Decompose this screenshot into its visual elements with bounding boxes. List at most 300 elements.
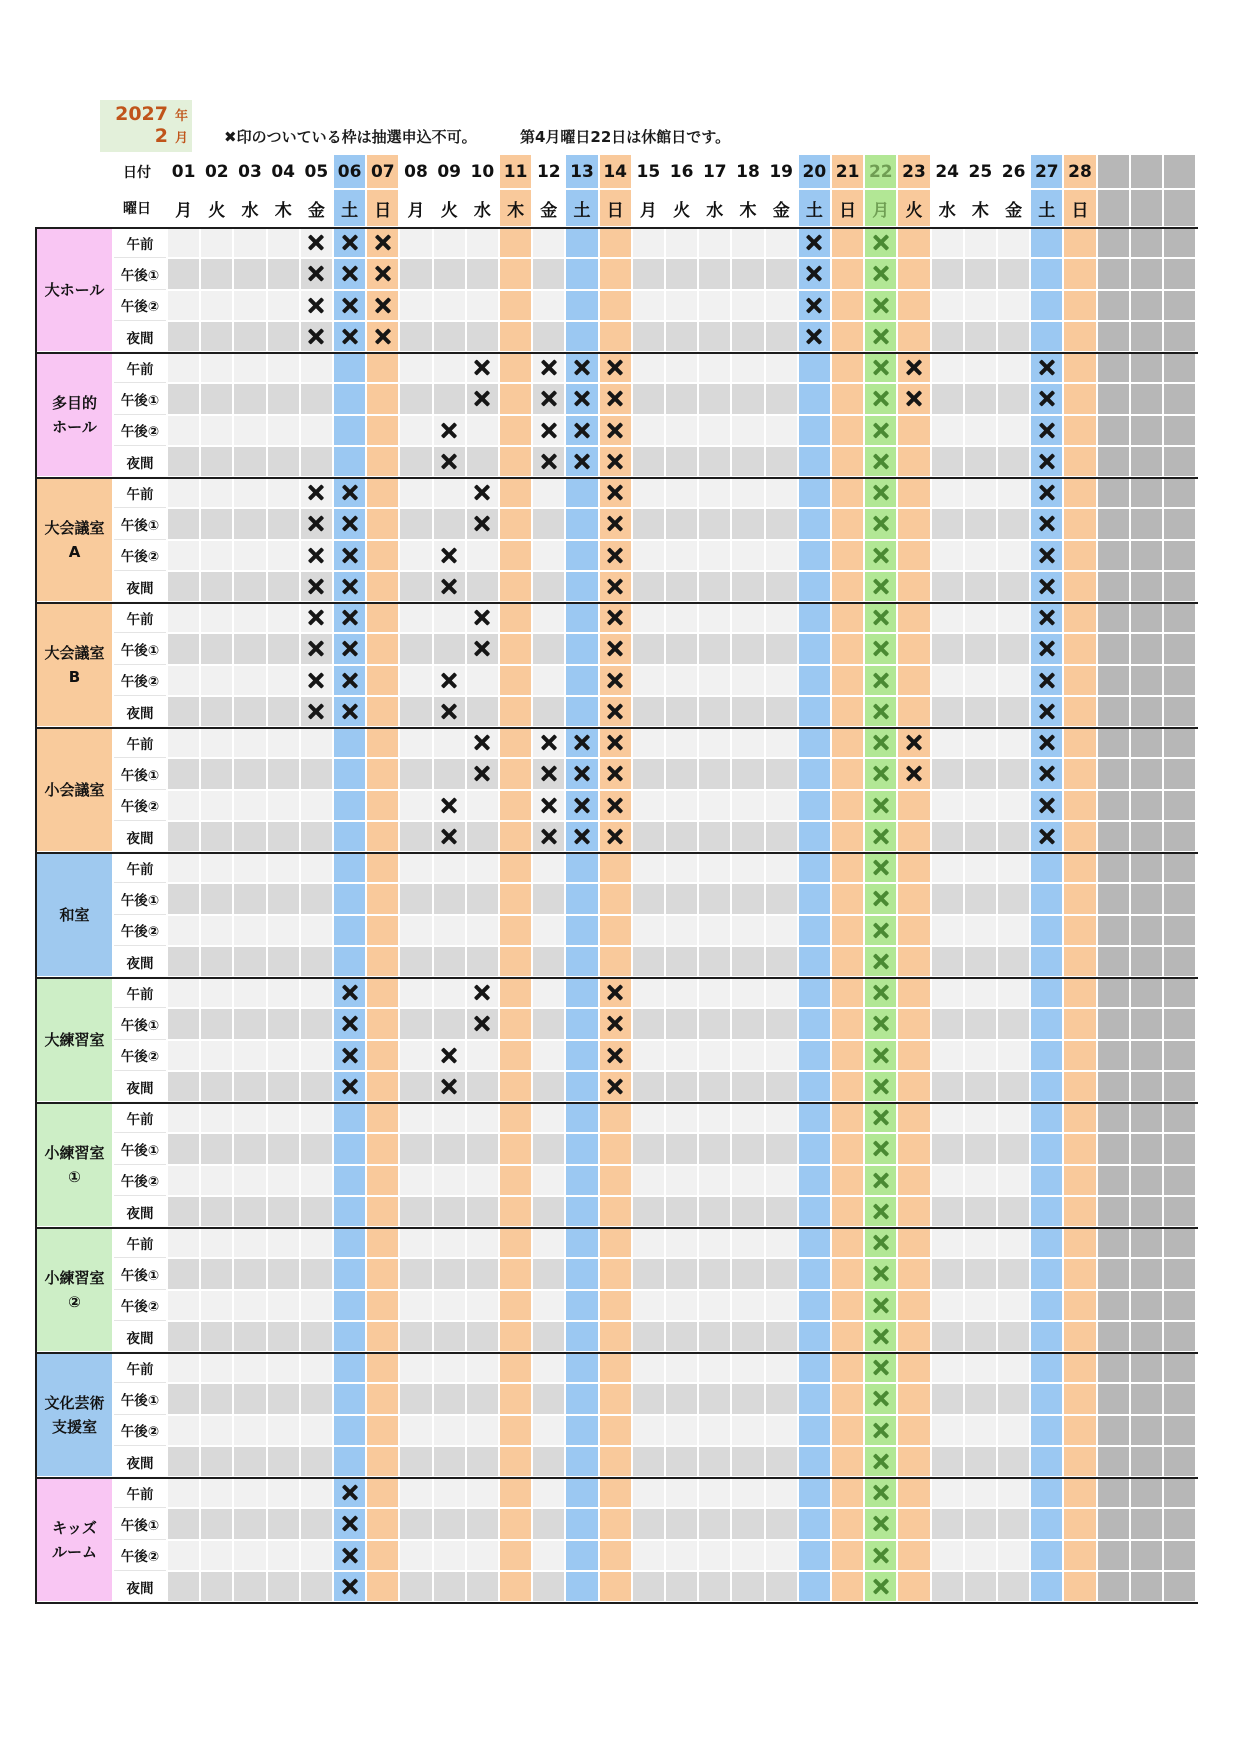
availability-cell (168, 384, 199, 413)
availability-cell (732, 1228, 763, 1257)
date-header-cell: 17 (699, 155, 730, 188)
month-row (100, 126, 188, 148)
availability-cell (334, 1416, 365, 1445)
availability-cell (367, 916, 398, 945)
availability-cell (367, 1103, 398, 1132)
availability-cell (268, 509, 299, 538)
x-mark-icon (1038, 702, 1056, 721)
availability-cell (234, 259, 265, 288)
date-header-cell: 25 (965, 155, 996, 188)
availability-cell (168, 1353, 199, 1382)
availability-cell (799, 697, 830, 726)
availability-cell (301, 1478, 332, 1507)
availability-cell (400, 1009, 431, 1038)
weekday-header-cell: 月 (865, 190, 896, 226)
availability-cell (168, 822, 199, 851)
availability-cell (1064, 1447, 1095, 1476)
availability-cell (666, 478, 697, 507)
availability-cell (965, 478, 996, 507)
availability-cell (1131, 822, 1162, 851)
availability-cell (666, 853, 697, 882)
availability-cell (566, 666, 597, 695)
availability-cell (334, 884, 365, 913)
availability-cell (732, 384, 763, 413)
x-mark-icon (307, 546, 325, 565)
availability-cell (268, 1384, 299, 1413)
availability-cell (367, 978, 398, 1007)
weekday-header-cell (1131, 190, 1162, 226)
availability-cell (1031, 1353, 1062, 1382)
year-row (100, 104, 188, 126)
availability-cell (965, 509, 996, 538)
availability-cell (467, 447, 498, 476)
availability-cell (766, 697, 797, 726)
weekday-header-cell: 火 (666, 190, 697, 226)
slot-label: 午後① (114, 1384, 166, 1414)
x-mark-icon (606, 546, 624, 565)
availability-cell (799, 791, 830, 820)
availability-cell (367, 666, 398, 695)
availability-cell (400, 1353, 431, 1382)
closed-day-note: 第4月曜日22日は休館日です。 (520, 128, 731, 146)
room-label (37, 1104, 112, 1226)
availability-cell (1098, 1103, 1129, 1132)
availability-cell (467, 541, 498, 570)
availability-cell (467, 322, 498, 351)
availability-cell (268, 697, 299, 726)
availability-cell (1064, 416, 1095, 445)
availability-cell (334, 1197, 365, 1226)
availability-cell (965, 1447, 996, 1476)
availability-cell (1098, 1509, 1129, 1538)
availability-cell (699, 947, 730, 976)
availability-cell (533, 666, 564, 695)
availability-cell (234, 947, 265, 976)
availability-cell (1064, 916, 1095, 945)
availability-cell (998, 1322, 1029, 1351)
closed-x-mark-icon (872, 889, 890, 908)
availability-cell (234, 1478, 265, 1507)
availability-cell (301, 1416, 332, 1445)
x-mark-icon (805, 233, 823, 252)
availability-cell (566, 1541, 597, 1570)
room-label-line: 小練習室 (44, 1269, 105, 1287)
availability-cell (932, 1072, 963, 1101)
x-mark-icon (606, 983, 624, 1002)
date-header-cell: 21 (832, 155, 863, 188)
x-mark-icon (573, 827, 591, 846)
availability-cell (965, 1291, 996, 1320)
availability-cell (1031, 1197, 1062, 1226)
x-mark-icon (341, 1046, 359, 1065)
availability-cell (201, 541, 232, 570)
date-header-cell (1098, 155, 1129, 188)
availability-cell (633, 947, 664, 976)
availability-cell (500, 1166, 531, 1195)
availability-cell (732, 1291, 763, 1320)
availability-cell (1098, 947, 1129, 976)
availability-cell (168, 1228, 199, 1257)
availability-cell (932, 728, 963, 757)
availability-cell (666, 603, 697, 632)
availability-cell (168, 228, 199, 257)
availability-cell (633, 1416, 664, 1445)
availability-cell (533, 1541, 564, 1570)
availability-cell (600, 947, 631, 976)
availability-cell (766, 1228, 797, 1257)
availability-cell (832, 1541, 863, 1570)
availability-cell (334, 1322, 365, 1351)
availability-cell (998, 697, 1029, 726)
availability-cell (766, 1259, 797, 1288)
availability-cell (1064, 1103, 1095, 1132)
availability-cell (633, 978, 664, 1007)
availability-cell (400, 822, 431, 851)
availability-cell (732, 947, 763, 976)
availability-cell (832, 1103, 863, 1132)
availability-cell (699, 1541, 730, 1570)
availability-cell (1131, 1072, 1162, 1101)
room-label-line: ② (68, 1293, 81, 1311)
availability-cell (998, 228, 1029, 257)
availability-cell (1131, 1009, 1162, 1038)
availability-cell (234, 1103, 265, 1132)
availability-cell (998, 822, 1029, 851)
availability-cell (898, 1416, 929, 1445)
availability-cell (467, 1322, 498, 1351)
x-mark-icon (905, 389, 923, 408)
date-header-cell: 09 (434, 155, 465, 188)
availability-cell (533, 1353, 564, 1382)
availability-cell (666, 1541, 697, 1570)
x-mark-icon (606, 608, 624, 627)
availability-cell (799, 1166, 830, 1195)
availability-cell (998, 1134, 1029, 1163)
availability-cell (201, 822, 232, 851)
availability-cell (699, 1572, 730, 1601)
availability-cell (434, 259, 465, 288)
availability-cell (367, 1197, 398, 1226)
availability-cell (168, 1541, 199, 1570)
closed-x-mark-icon (872, 671, 890, 690)
availability-cell (500, 697, 531, 726)
availability-cell (234, 1447, 265, 1476)
room-label-line: 多目的 (51, 394, 97, 412)
availability-cell (334, 916, 365, 945)
availability-cell (633, 1166, 664, 1195)
room-label (37, 979, 112, 1101)
x-mark-icon (341, 264, 359, 283)
availability-cell (633, 1447, 664, 1476)
availability-cell (434, 853, 465, 882)
x-mark-icon (1038, 358, 1056, 377)
availability-cell (168, 759, 199, 788)
slot-label: 午後① (114, 1134, 166, 1164)
availability-cell (1031, 1134, 1062, 1163)
availability-cell (898, 1478, 929, 1507)
x-mark-icon (1038, 764, 1056, 783)
availability-cell (965, 1259, 996, 1288)
x-mark-icon (606, 358, 624, 377)
availability-cell (766, 572, 797, 601)
availability-cell (633, 603, 664, 632)
availability-cell (998, 884, 1029, 913)
availability-cell (932, 1197, 963, 1226)
availability-cell (500, 603, 531, 632)
x-mark-icon (573, 796, 591, 815)
availability-cell (1064, 1291, 1095, 1320)
availability-cell (234, 353, 265, 382)
room-label-line: 支援室 (51, 1418, 97, 1436)
availability-cell (1131, 1291, 1162, 1320)
room-label-line: 小練習室 (44, 1144, 105, 1162)
weekday-header-cell: 木 (965, 190, 996, 226)
year-unit: 年 (174, 109, 188, 125)
availability-cell (168, 1322, 199, 1351)
slot-label: 午前 (114, 228, 166, 258)
availability-cell (766, 728, 797, 757)
slot-label: 夜間 (114, 947, 166, 977)
x-mark-icon (341, 1546, 359, 1565)
block-border-line (35, 227, 1198, 229)
availability-cell (633, 1259, 664, 1288)
availability-cell (234, 1416, 265, 1445)
availability-cell (334, 791, 365, 820)
availability-cell (301, 1322, 332, 1351)
x-mark-icon (805, 327, 823, 346)
weekday-header-cell: 火 (201, 190, 232, 226)
slot-label: 午後② (114, 1166, 166, 1196)
availability-cell (898, 416, 929, 445)
availability-cell (1164, 1197, 1195, 1226)
availability-cell (799, 978, 830, 1007)
availability-cell (832, 853, 863, 882)
availability-cell (1031, 1259, 1062, 1288)
block-border-line (35, 1477, 1198, 1479)
availability-cell (1131, 916, 1162, 945)
availability-cell (400, 259, 431, 288)
availability-cell (965, 822, 996, 851)
availability-cell (500, 666, 531, 695)
availability-cell (1131, 1541, 1162, 1570)
availability-cell (434, 1384, 465, 1413)
availability-cell (1098, 1009, 1129, 1038)
availability-cell (168, 1041, 199, 1070)
availability-cell (500, 1291, 531, 1320)
availability-cell (234, 1072, 265, 1101)
availability-cell (467, 791, 498, 820)
weekday-header-cell: 木 (268, 190, 299, 226)
x-mark-icon (540, 358, 558, 377)
availability-cell (766, 1572, 797, 1601)
date-header-cell (1164, 155, 1195, 188)
availability-cell (932, 509, 963, 538)
availability-cell (168, 353, 199, 382)
availability-cell (1098, 916, 1129, 945)
date-header-cell: 05 (301, 155, 332, 188)
availability-cell (799, 1291, 830, 1320)
availability-cell (699, 1509, 730, 1538)
x-mark-icon (341, 671, 359, 690)
availability-cell (799, 1478, 830, 1507)
availability-cell (965, 978, 996, 1007)
availability-cell (1098, 1072, 1129, 1101)
availability-cell (168, 1572, 199, 1601)
availability-cell (201, 728, 232, 757)
x-mark-icon (307, 639, 325, 658)
x-mark-icon (341, 983, 359, 1002)
availability-cell (201, 416, 232, 445)
availability-cell (1098, 228, 1129, 257)
availability-cell (1064, 666, 1095, 695)
availability-cell (1131, 1384, 1162, 1413)
availability-cell (832, 791, 863, 820)
availability-cell (533, 1478, 564, 1507)
availability-cell (1064, 291, 1095, 320)
availability-cell (898, 541, 929, 570)
availability-cell (500, 1322, 531, 1351)
availability-cell (500, 791, 531, 820)
availability-cell (1131, 1416, 1162, 1445)
availability-cell (533, 1103, 564, 1132)
availability-cell (201, 509, 232, 538)
x-mark-icon (1038, 827, 1056, 846)
availability-cell (965, 728, 996, 757)
availability-cell (666, 1353, 697, 1382)
x-mark-icon (606, 389, 624, 408)
x-mark-icon (606, 514, 624, 533)
x-mark-icon (307, 483, 325, 502)
x-mark-icon (473, 514, 491, 533)
closed-x-mark-icon (872, 577, 890, 596)
availability-cell (467, 1572, 498, 1601)
availability-cell (1064, 759, 1095, 788)
availability-cell (898, 572, 929, 601)
x-mark-icon (540, 389, 558, 408)
availability-cell (467, 1353, 498, 1382)
availability-cell (500, 1353, 531, 1382)
availability-cell (533, 1072, 564, 1101)
availability-cell (168, 1072, 199, 1101)
availability-cell (467, 1416, 498, 1445)
availability-cell (766, 353, 797, 382)
availability-cell (1164, 1291, 1195, 1320)
availability-cell (1131, 259, 1162, 288)
availability-cell (533, 1322, 564, 1351)
x-mark-icon (307, 296, 325, 315)
availability-cell (1064, 603, 1095, 632)
room-label-line: 大練習室 (44, 1031, 105, 1049)
availability-cell (1131, 1103, 1162, 1132)
availability-cell (533, 228, 564, 257)
availability-cell (367, 541, 398, 570)
availability-cell (1031, 1541, 1062, 1570)
availability-cell (799, 1416, 830, 1445)
availability-cell (334, 759, 365, 788)
closed-x-mark-icon (872, 1233, 890, 1252)
slot-label: 夜間 (114, 572, 166, 602)
closed-x-mark-icon (872, 1264, 890, 1283)
availability-cell (600, 1384, 631, 1413)
availability-cell (1131, 728, 1162, 757)
availability-cell (932, 697, 963, 726)
availability-cell (633, 916, 664, 945)
weekday-header-cell: 日 (1064, 190, 1095, 226)
weekday-header-cell: 木 (500, 190, 531, 226)
closed-x-mark-icon (872, 452, 890, 471)
availability-cell (998, 916, 1029, 945)
availability-cell (998, 1228, 1029, 1257)
availability-cell (367, 947, 398, 976)
availability-cell (1098, 603, 1129, 632)
availability-cell (898, 1228, 929, 1257)
availability-cell (998, 791, 1029, 820)
availability-cell (1064, 1353, 1095, 1382)
availability-cell (467, 1384, 498, 1413)
availability-cell (1164, 666, 1195, 695)
availability-cell (1098, 978, 1129, 1007)
availability-cell (633, 1322, 664, 1351)
x-mark-icon (606, 639, 624, 658)
availability-cell (168, 1509, 199, 1538)
availability-cell (1098, 416, 1129, 445)
availability-cell (1164, 978, 1195, 1007)
availability-cell (268, 759, 299, 788)
availability-cell (1064, 1072, 1095, 1101)
availability-cell (201, 1541, 232, 1570)
availability-cell (533, 1384, 564, 1413)
availability-cell (932, 1509, 963, 1538)
availability-cell (533, 572, 564, 601)
availability-cell (500, 1478, 531, 1507)
availability-cell (533, 1447, 564, 1476)
date-header-cell: 27 (1031, 155, 1062, 188)
availability-cell (500, 947, 531, 976)
slot-label: 夜間 (114, 1572, 166, 1602)
availability-cell (1031, 884, 1062, 913)
availability-cell (932, 947, 963, 976)
closed-x-mark-icon (872, 483, 890, 502)
availability-cell (799, 541, 830, 570)
closed-x-mark-icon (872, 921, 890, 940)
date-header-cell: 18 (732, 155, 763, 188)
availability-cell (633, 1353, 664, 1382)
x-mark-icon (606, 577, 624, 596)
availability-cell (732, 1009, 763, 1038)
x-mark-icon (374, 233, 392, 252)
availability-cell (799, 416, 830, 445)
availability-cell (1098, 1291, 1129, 1320)
availability-cell (301, 1166, 332, 1195)
closed-x-mark-icon (872, 421, 890, 440)
availability-cell (533, 291, 564, 320)
availability-cell (732, 603, 763, 632)
availability-cell (898, 509, 929, 538)
x-mark-icon (1038, 671, 1056, 690)
availability-cell (832, 1041, 863, 1070)
availability-cell (500, 634, 531, 663)
availability-cell (566, 978, 597, 1007)
availability-cell (367, 1541, 398, 1570)
availability-cell (234, 1134, 265, 1163)
availability-cell (699, 416, 730, 445)
availability-cell (1064, 572, 1095, 601)
availability-cell (201, 697, 232, 726)
availability-cell (965, 697, 996, 726)
availability-cell (799, 1509, 830, 1538)
availability-cell (932, 228, 963, 257)
availability-cell (1164, 947, 1195, 976)
